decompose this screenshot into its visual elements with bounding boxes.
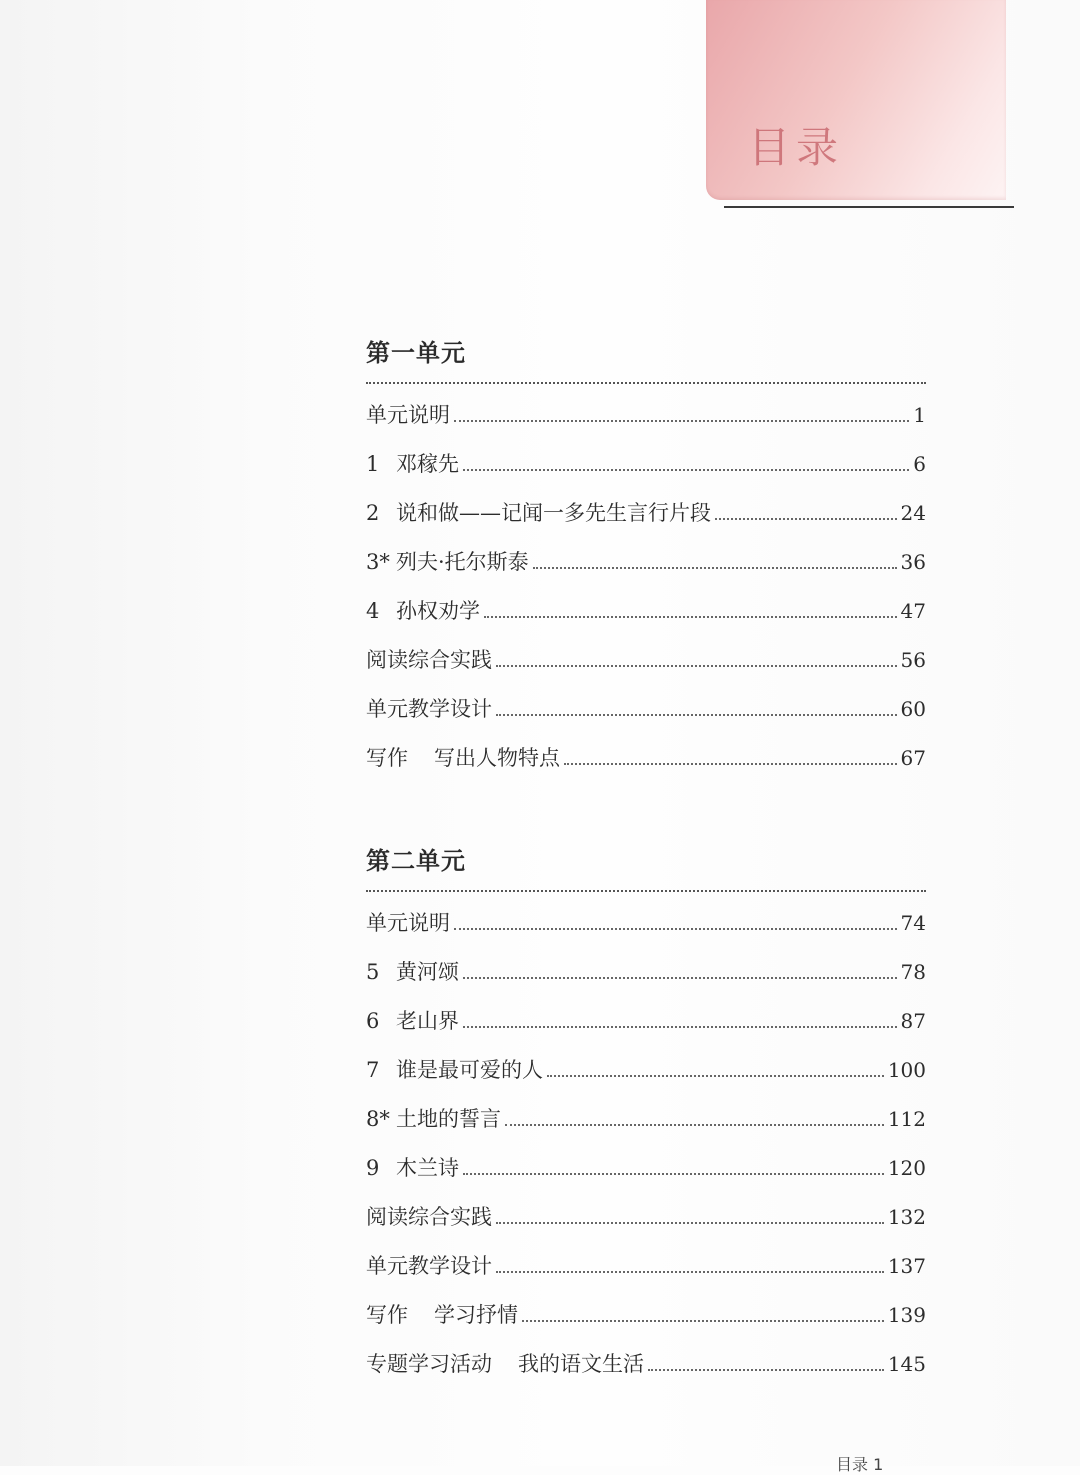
entry-subtitle: 写出人物特点 bbox=[434, 746, 560, 770]
entry-title: 写作 bbox=[366, 1303, 408, 1327]
dot-leader bbox=[454, 420, 909, 422]
toc-entry[interactable] bbox=[366, 1251, 926, 1300]
entry-page-number: 120 bbox=[887, 1156, 926, 1180]
entry-page-number: 67 bbox=[900, 746, 926, 770]
unit-dotted-rule bbox=[366, 890, 926, 892]
entry-title: 单元教学设计 bbox=[366, 697, 492, 721]
entry-page-number: 47 bbox=[900, 599, 926, 623]
entry-title: 列夫·托尔斯泰 bbox=[396, 550, 529, 574]
entry-page-number: 1 bbox=[913, 403, 926, 427]
entry-list bbox=[366, 908, 926, 1398]
toc-entry[interactable] bbox=[366, 1153, 926, 1202]
unit-section-2 bbox=[366, 844, 926, 1398]
toc-entry[interactable] bbox=[366, 1300, 926, 1349]
entry-title: 邓稼先 bbox=[396, 452, 459, 476]
entry-subtitle: 学习抒情 bbox=[434, 1303, 518, 1327]
entry-title: 阅读综合实践 bbox=[366, 1205, 492, 1229]
dot-leader bbox=[648, 1369, 884, 1371]
entry-number: 7 bbox=[366, 1058, 380, 1082]
toc-entry[interactable] bbox=[366, 908, 926, 957]
entry-title: 谁是最可爱的人 bbox=[396, 1058, 543, 1082]
toc-entry[interactable] bbox=[366, 957, 926, 1006]
dot-leader bbox=[533, 567, 897, 569]
entry-page-number: 24 bbox=[900, 501, 926, 525]
toc-entry[interactable] bbox=[366, 400, 926, 449]
toc-entry[interactable] bbox=[366, 498, 926, 547]
entry-page-number: 60 bbox=[900, 697, 926, 721]
entry-number: 8* bbox=[366, 1107, 390, 1131]
toc-entry[interactable] bbox=[366, 1055, 926, 1104]
dot-leader bbox=[547, 1075, 884, 1077]
dot-leader bbox=[496, 714, 897, 716]
dot-leader bbox=[496, 665, 897, 667]
entry-title: 单元说明 bbox=[366, 403, 450, 427]
header-rule bbox=[724, 206, 1014, 208]
entry-page-number: 132 bbox=[887, 1205, 926, 1229]
entry-title: 土地的誓言 bbox=[396, 1107, 501, 1131]
entry-page-number: 87 bbox=[900, 1009, 926, 1033]
unit-section-1 bbox=[366, 336, 926, 792]
entry-number: 4 bbox=[366, 599, 380, 623]
entry-title: 阅读综合实践 bbox=[366, 648, 492, 672]
entry-title: 老山界 bbox=[396, 1009, 459, 1033]
entry-page-number: 78 bbox=[900, 960, 926, 984]
entry-title: 木兰诗 bbox=[396, 1156, 459, 1180]
entry-title: 说和做——记闻一多先生言行片段 bbox=[396, 501, 711, 525]
entry-subtitle: 我的语文生活 bbox=[518, 1352, 644, 1376]
entry-page-number: 6 bbox=[913, 452, 926, 476]
page-footer: 目录 1 bbox=[836, 1455, 884, 1474]
entry-list bbox=[366, 400, 926, 792]
entry-number: 2 bbox=[366, 501, 380, 525]
entry-title: 孙权劝学 bbox=[396, 599, 480, 623]
toc-entry[interactable] bbox=[366, 743, 926, 792]
toc-entry[interactable] bbox=[366, 449, 926, 498]
toc-entry[interactable] bbox=[366, 645, 926, 694]
dot-leader bbox=[505, 1124, 884, 1126]
dot-leader bbox=[496, 1271, 884, 1273]
entry-number: 3* bbox=[366, 550, 390, 574]
dot-leader bbox=[484, 616, 897, 618]
toc-entry[interactable] bbox=[366, 547, 926, 596]
entry-title: 单元教学设计 bbox=[366, 1254, 492, 1278]
entry-number: 6 bbox=[366, 1009, 380, 1033]
dot-leader bbox=[522, 1320, 884, 1322]
dot-leader bbox=[463, 1173, 884, 1175]
entry-page-number: 56 bbox=[900, 648, 926, 672]
entry-title: 单元说明 bbox=[366, 911, 450, 935]
entry-page-number: 139 bbox=[887, 1303, 926, 1327]
entry-number: 5 bbox=[366, 960, 380, 984]
entry-title: 黄河颂 bbox=[396, 960, 459, 984]
toc-entry[interactable] bbox=[366, 1104, 926, 1153]
contents-title: 目录 bbox=[748, 123, 845, 172]
entry-page-number: 145 bbox=[887, 1352, 926, 1376]
dot-leader bbox=[454, 928, 897, 930]
toc-entry[interactable] bbox=[366, 1006, 926, 1055]
entry-page-number: 112 bbox=[887, 1107, 926, 1131]
entry-page-number: 137 bbox=[887, 1254, 926, 1278]
toc-entry[interactable] bbox=[366, 694, 926, 743]
entry-title: 专题学习活动 bbox=[366, 1352, 492, 1376]
contents-tab bbox=[706, 0, 1006, 200]
entry-page-number: 36 bbox=[900, 550, 926, 574]
entry-page-number: 100 bbox=[887, 1058, 926, 1082]
dot-leader bbox=[463, 469, 909, 471]
toc-entry[interactable] bbox=[366, 1349, 926, 1398]
entry-page-number: 74 bbox=[900, 911, 926, 935]
toc-entry[interactable] bbox=[366, 1202, 926, 1251]
dot-leader bbox=[463, 977, 897, 979]
dot-leader bbox=[463, 1026, 897, 1028]
unit-title: 第一单元 bbox=[366, 338, 466, 367]
unit-title: 第二单元 bbox=[366, 846, 466, 875]
toc-entry[interactable] bbox=[366, 596, 926, 645]
entry-number: 1 bbox=[366, 452, 380, 476]
dot-leader bbox=[715, 518, 897, 520]
dot-leader bbox=[496, 1222, 884, 1224]
unit-dotted-rule bbox=[366, 382, 926, 384]
entry-title: 写作 bbox=[366, 746, 408, 770]
dot-leader bbox=[564, 763, 897, 765]
entry-number: 9 bbox=[366, 1156, 380, 1180]
